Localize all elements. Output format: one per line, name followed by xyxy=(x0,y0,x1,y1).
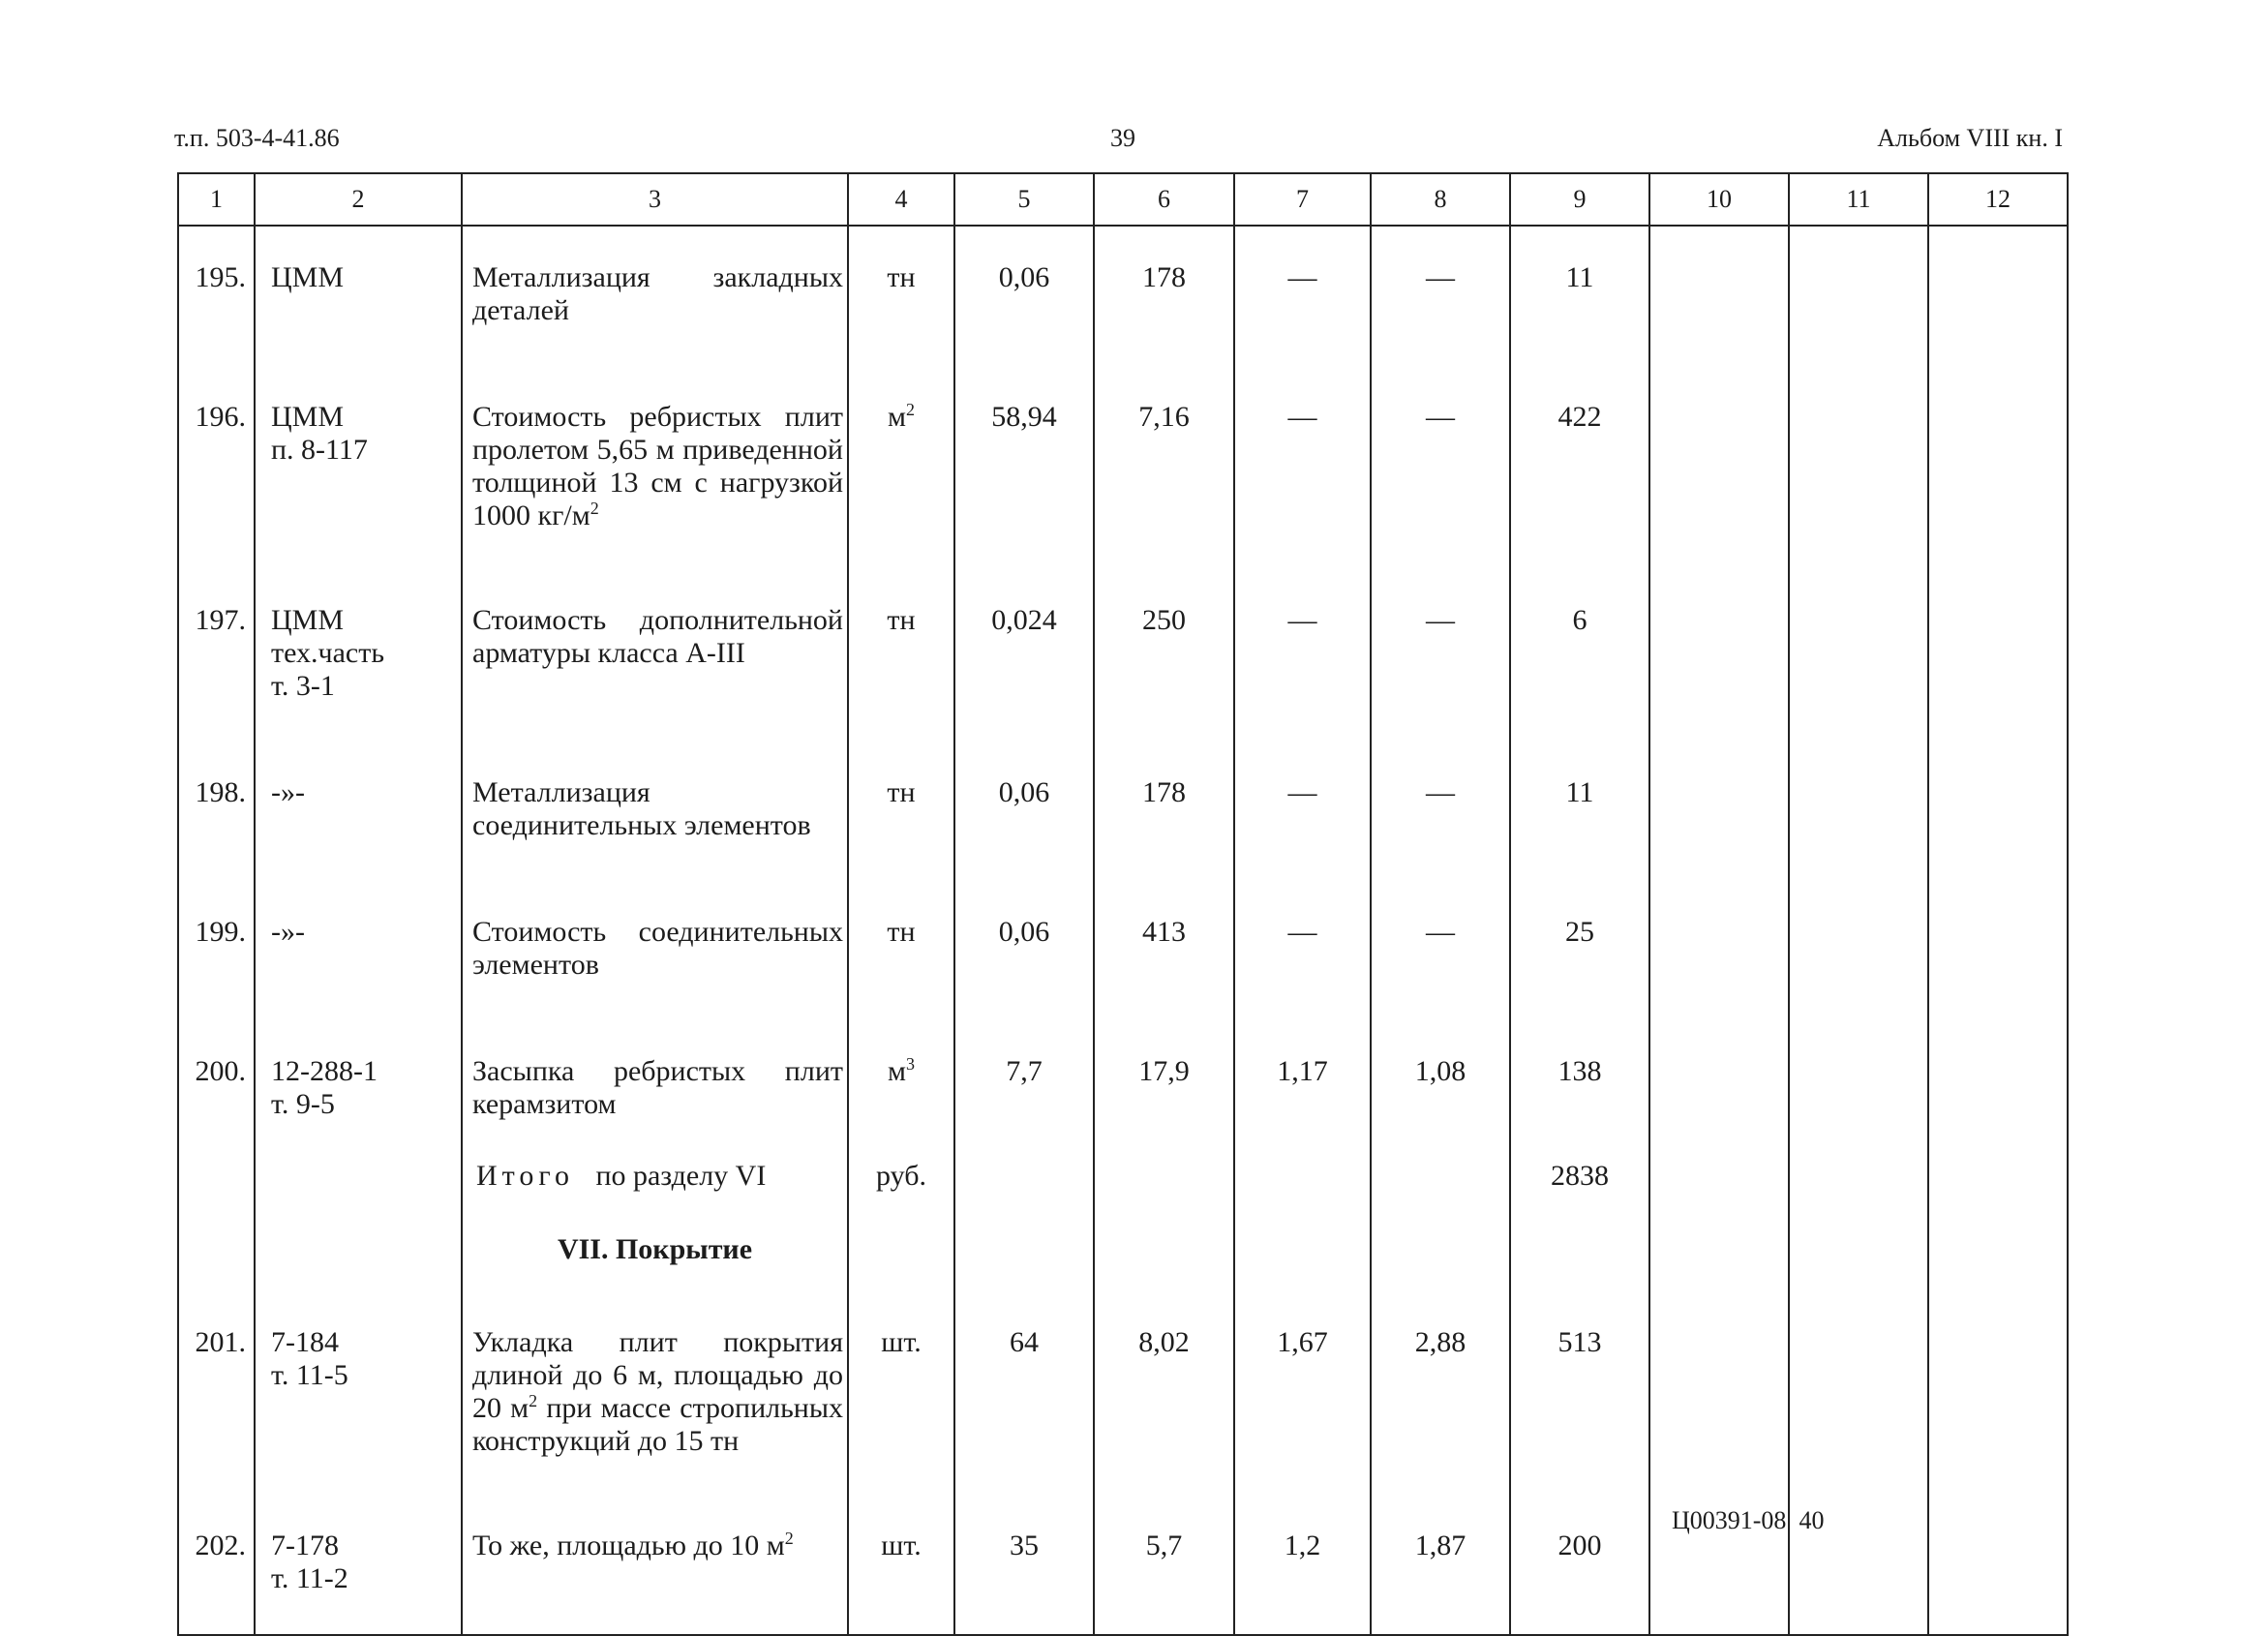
col-7: 1,67 xyxy=(1234,1291,1371,1495)
reference: 7-178 т. 11-2 xyxy=(255,1495,462,1634)
reference: 7-184 т. 11-5 xyxy=(255,1291,462,1495)
col-8: 2,88 xyxy=(1371,1291,1510,1495)
col-7: — xyxy=(1234,366,1371,569)
quantity: 0,06 xyxy=(954,226,1094,366)
estimate-table xyxy=(177,172,2069,1636)
description: Металлизация закладных деталей xyxy=(462,226,848,366)
quantity: 0,06 xyxy=(954,881,1094,1020)
total-cost: 138 xyxy=(1510,1020,1649,1160)
column-header: 5 xyxy=(954,173,1094,226)
total-unit: руб. xyxy=(848,1160,954,1229)
unit-price: 413 xyxy=(1094,881,1234,1020)
column-header: 9 xyxy=(1510,173,1649,226)
section-header-row xyxy=(178,1229,2068,1291)
total-cost: 25 xyxy=(1510,881,1649,1020)
col-8: — xyxy=(1371,366,1510,569)
col-7: — xyxy=(1234,881,1371,1020)
row-number: 197. xyxy=(178,569,255,742)
column-header: 2 xyxy=(255,173,462,226)
total-cost: 200 xyxy=(1510,1495,1649,1634)
column-header: 6 xyxy=(1094,173,1234,226)
quantity: 35 xyxy=(954,1495,1094,1634)
reference: -»- xyxy=(255,742,462,881)
col-8: — xyxy=(1371,881,1510,1020)
unit: шт. xyxy=(848,1291,954,1495)
section-total-value: 2838 xyxy=(1510,1160,1649,1229)
table-row xyxy=(178,742,2068,881)
column-header: 8 xyxy=(1371,173,1510,226)
unit-price: 178 xyxy=(1094,226,1234,366)
reference: ЦММ тех.часть т. 3-1 xyxy=(255,569,462,742)
col-7: — xyxy=(1234,226,1371,366)
total-cost: 513 xyxy=(1510,1291,1649,1495)
row-number: 195. xyxy=(178,226,255,366)
quantity: 64 xyxy=(954,1291,1094,1495)
col-7: — xyxy=(1234,742,1371,881)
quantity: 7,7 xyxy=(954,1020,1094,1160)
reference: 12-288-1 т. 9-5 xyxy=(255,1020,462,1160)
reference: -»- xyxy=(255,881,462,1020)
stamp-code: Ц00391-08 xyxy=(1672,1506,1787,1534)
unit: тн xyxy=(848,569,954,742)
unit: тн xyxy=(848,881,954,1020)
table-row xyxy=(178,366,2068,569)
section-total-row xyxy=(178,1160,2068,1229)
table-empty-space xyxy=(178,1634,2068,1635)
column-header: 7 xyxy=(1234,173,1371,226)
unit-price: 7,16 xyxy=(1094,366,1234,569)
description: Стоимость соединительных элементов xyxy=(462,881,848,1020)
reference: ЦММ п. 8-117 xyxy=(255,366,462,569)
total-cost: 6 xyxy=(1510,569,1649,742)
quantity: 0,06 xyxy=(954,742,1094,881)
album-label: Альбом VIII кн. I xyxy=(1877,124,2063,152)
section-title: VII. Покрытие xyxy=(462,1229,848,1291)
total-cost: 11 xyxy=(1510,742,1649,881)
column-header: 1 xyxy=(178,173,255,226)
unit-price: 8,02 xyxy=(1094,1291,1234,1495)
description: Стоимость дополнительной арматуры класса А-III xyxy=(462,569,848,742)
table-row xyxy=(178,226,2068,366)
col-7: — xyxy=(1234,569,1371,742)
column-header: 10 xyxy=(1649,173,1789,226)
column-header: 11 xyxy=(1789,173,1928,226)
row-number: 199. xyxy=(178,881,255,1020)
unit: тн xyxy=(848,226,954,366)
row-number: 200. xyxy=(178,1020,255,1160)
stamp-sheet-number: 40 xyxy=(1799,1506,1825,1534)
col-8: 1,08 xyxy=(1371,1020,1510,1160)
table-row xyxy=(178,1291,2068,1495)
row-number: 198. xyxy=(178,742,255,881)
unit-price: 5,7 xyxy=(1094,1495,1234,1634)
description: Укладка плит покрытия длиной до 6 м, площадью до 20 $м^2$ при массе стропильных конструкций до 15 тн xyxy=(462,1291,848,1495)
unit-price: 17,9 xyxy=(1094,1020,1234,1160)
reference: ЦММ xyxy=(255,226,462,366)
page-number: 39 xyxy=(1110,124,1135,152)
unit: шт. xyxy=(848,1495,954,1634)
quantity: 58,94 xyxy=(954,366,1094,569)
column-header: 3 xyxy=(462,173,848,226)
document-code: т.п. 503-4-41.86 xyxy=(174,124,340,152)
unit: $м^2$ xyxy=(848,366,954,569)
column-header-row xyxy=(178,173,2068,226)
col-8: — xyxy=(1371,742,1510,881)
total-cost: 11 xyxy=(1510,226,1649,366)
col-7: 1,17 xyxy=(1234,1020,1371,1160)
col-8: — xyxy=(1371,569,1510,742)
row-number: 196. xyxy=(178,366,255,569)
unit-price: 178 xyxy=(1094,742,1234,881)
description: Стоимость ребристых плит пролетом 5,65 м приведенной толщиной 13 см с нагрузкой 1000 $кг/м^2$ xyxy=(462,366,848,569)
description: То же, площадью до 10 $м^2$ xyxy=(462,1495,848,1634)
total-label: Итого по разделу VI xyxy=(462,1160,848,1229)
table-row xyxy=(178,881,2068,1020)
sheet-stamp xyxy=(1672,1506,1824,1535)
column-header: 4 xyxy=(848,173,954,226)
column-header: 12 xyxy=(1928,173,2068,226)
row-number: 202. xyxy=(178,1495,255,1634)
col-7: 1,2 xyxy=(1234,1495,1371,1634)
unit-price: 250 xyxy=(1094,569,1234,742)
total-cost: 422 xyxy=(1510,366,1649,569)
quantity: 0,024 xyxy=(954,569,1094,742)
table-row xyxy=(178,1020,2068,1160)
col-8: 1,87 xyxy=(1371,1495,1510,1634)
description: Металлизация соединительных элементов xyxy=(462,742,848,881)
unit: $м^3$ xyxy=(848,1020,954,1160)
table-row xyxy=(178,569,2068,742)
description: Засыпка ребристых плит керамзитом xyxy=(462,1020,848,1160)
row-number: 201. xyxy=(178,1291,255,1495)
col-8: — xyxy=(1371,226,1510,366)
unit: тн xyxy=(848,742,954,881)
